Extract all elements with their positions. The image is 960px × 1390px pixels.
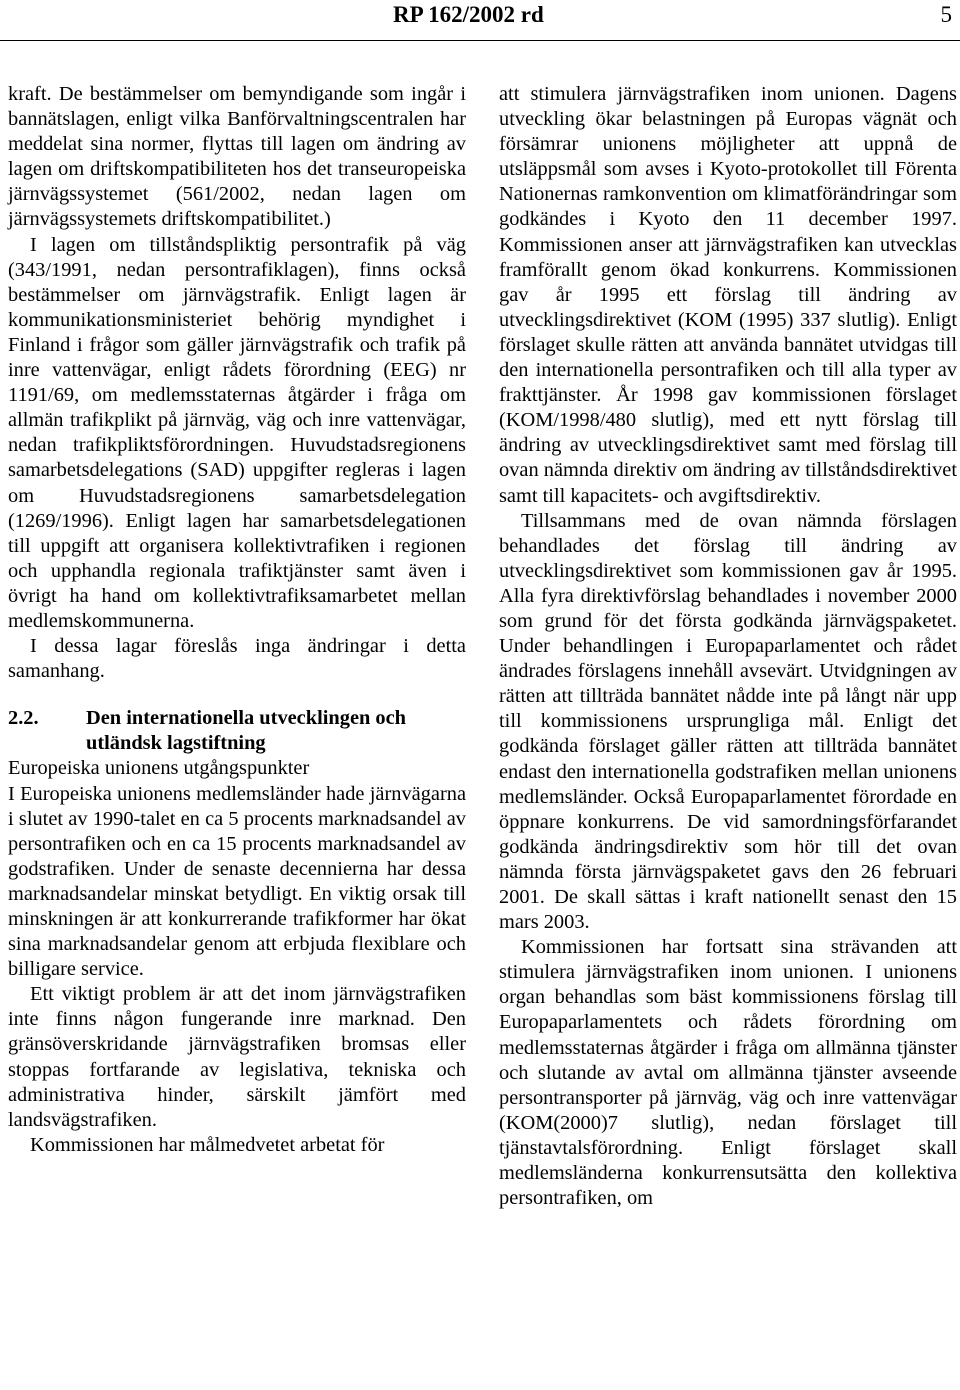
paragraph: Ett viktigt problem är att det inom järnvägstrafiken inte finns någon fungerande inre marknad. Den gränsöverskridande järnvägstrafiken bromsas eller stoppas fortfarande av legislativa, tekniska och administrativa hinder, särskilt jämfört med landsvägstrafiken.: [8, 983, 466, 1131]
section-title: Den internationella utvecklingen och utländsk lagstiftning: [86, 707, 407, 755]
paragraph: kraft. De bestämmelser om bemyndigande som ingår i bannätslagen, enligt vilka Banförvaltningscentralen har meddelat sina normer, flyttas till lagen om ändring av lagen om driftskompatibiliteten hos det transeuropeiska järnvägssystemet (561/2002, nedan lagen om järnvägssystemets driftskompatibilitet.): [8, 83, 466, 231]
document-title: RP 162/2002 rd: [393, 2, 544, 27]
subheading: Europeiska unionens utgångspunkter: [8, 757, 310, 780]
paragraph: Kommissionen har målmedvetet arbetat för: [30, 1133, 385, 1156]
paragraph: Kommissionen har fortsatt sina strävanden att stimulera järnvägstrafiken inom unionen. I unionens organ behandlas som bäst kommissionens förslag till Europaparlamentets och rådets förordning om medlemsstaternas åtgärder i fråga om allmänna tjänster och slutande av avtal om allmänna tjänster avseende persontransporter på järnväg, väg och inre vattenvägar (KOM(2000)7 slutlig), nedan förslaget till tjänstavtalsförordning. Enligt förslaget skall medlemsländerna konkurrensutsätta den kollektiva persontrafiken, om: [499, 936, 957, 1210]
paragraph: att stimulera järnvägstrafiken inom unionen. Dagens utveckling ökar belastningen på Europas vägnät och försämrar unionens möjligheter att uppnå de utsläppsmål som avses i Kyoto-protokollet till Förenta Nationernas ramkonvention om klimatförändringar som godkändes i Kyoto den 11 december 1997. Kommissionen anser att järnvägstrafiken kan utvecklas framförallt genom ökad konkurrens. Kommissionen gav år 1995 ett förslag till ändring av utvecklingsdirektivet (KOM (1995) 337 slutlig). Enligt förslaget skulle rätten att använda bannätet utvidgas till den internationella persontrafiken och till alla typer av frakttjänster. År 1998 gav kommissionen förslaget (KOM/1998/480 slutlig), med ett nytt förslag till ändring av utvecklingsdirektivet samt med förslag till ovan nämnda direktiv om ändring av tillståndsdirektivet samt till kapacitets- och avgiftsdirektiv.: [499, 83, 957, 507]
page-header: [0, 0, 960, 41]
paragraph: I dessa lagar föreslås inga ändringar i detta samanhang.: [8, 635, 466, 683]
paragraph: I lagen om tillståndspliktig persontrafik på väg (343/1991, nedan persontrafiklagen), finns också bestämmelser om järnvägstrafik. Enligt lagen är kommunikationsministeriet behörig myndighet i Finland i frågor som gäller järnvägstrafik och trafik på inre vattenvägar, enligt rådets förordning (EEG) nr 1191/69, om medlemsstaternas åtgärder i fråga om allmän trafikplikt på järnväg, väg och inre vattenvägar, nedan trafikpliktsförordningen. Huvudstadsregionens samarbetsdelegations (SAD) uppgifter regleras i lagen om Huvudstadsregionens samarbetsdelegation (1269/1996). Enligt lagen har samarbetsdelegationen till uppgift att organisera kollektivtrafiken i regionen och upphandla regionala trafiktjänster samt även i övrigt ha hand om kollektivtrafiksamarbetet mellan medlemskommunerna.: [8, 233, 466, 632]
paragraph: Tillsammans med de ovan nämnda förslagen behandlades det förslag till ändring av utvecklingsdirektivet som kommissionen gav år 1995. Alla fyra direktivförslag behandlades i november 2000 som grund för det första godkända järnvägspaketet. Under behandlingen i Europaparlamentet och rådet ändrades förslagens innehåll avsevärt. Utvidgningen av rätten att tillträda bannätet nådde inte på långt när upp till kommissionens ursprungliga mål. Enligt det godkända förslaget gäller rätten att tillträda bannätet endast den internationella godstrafiken mellan unionens medlemsländer. Också Europaparlamentet förordade en öppnare konkurrens. De vid samordningsförfarandet godkända ändringsdirektiv som hör till det ovan nämnda första järnvägspaketet gavs den 26 februari 2001. De skall sättas i kraft nationellt senast den 15 mars 2003.: [499, 509, 957, 934]
page-number: 5: [940, 2, 952, 27]
right-column: [499, 82, 957, 1211]
left-column: [8, 82, 466, 1158]
paragraph: I Europeiska unionens medlemsländer hade järnvägarna i slutet av 1990-talet en ca 5 procents marknadsandel av persontrafiken och en ca 15 procents marknadsandel av godstrafiken. Under de senaste decennierna har dessa marknadsandelar minskat betydligt. En viktig orsak till minskningen är att konkurrerande trafikformer har ökat sina marknadsandelar genom att erbjuda flexiblare och billigare service.: [8, 782, 466, 981]
section-number: 2.2.: [8, 707, 39, 730]
section-heading: [8, 706, 466, 756]
